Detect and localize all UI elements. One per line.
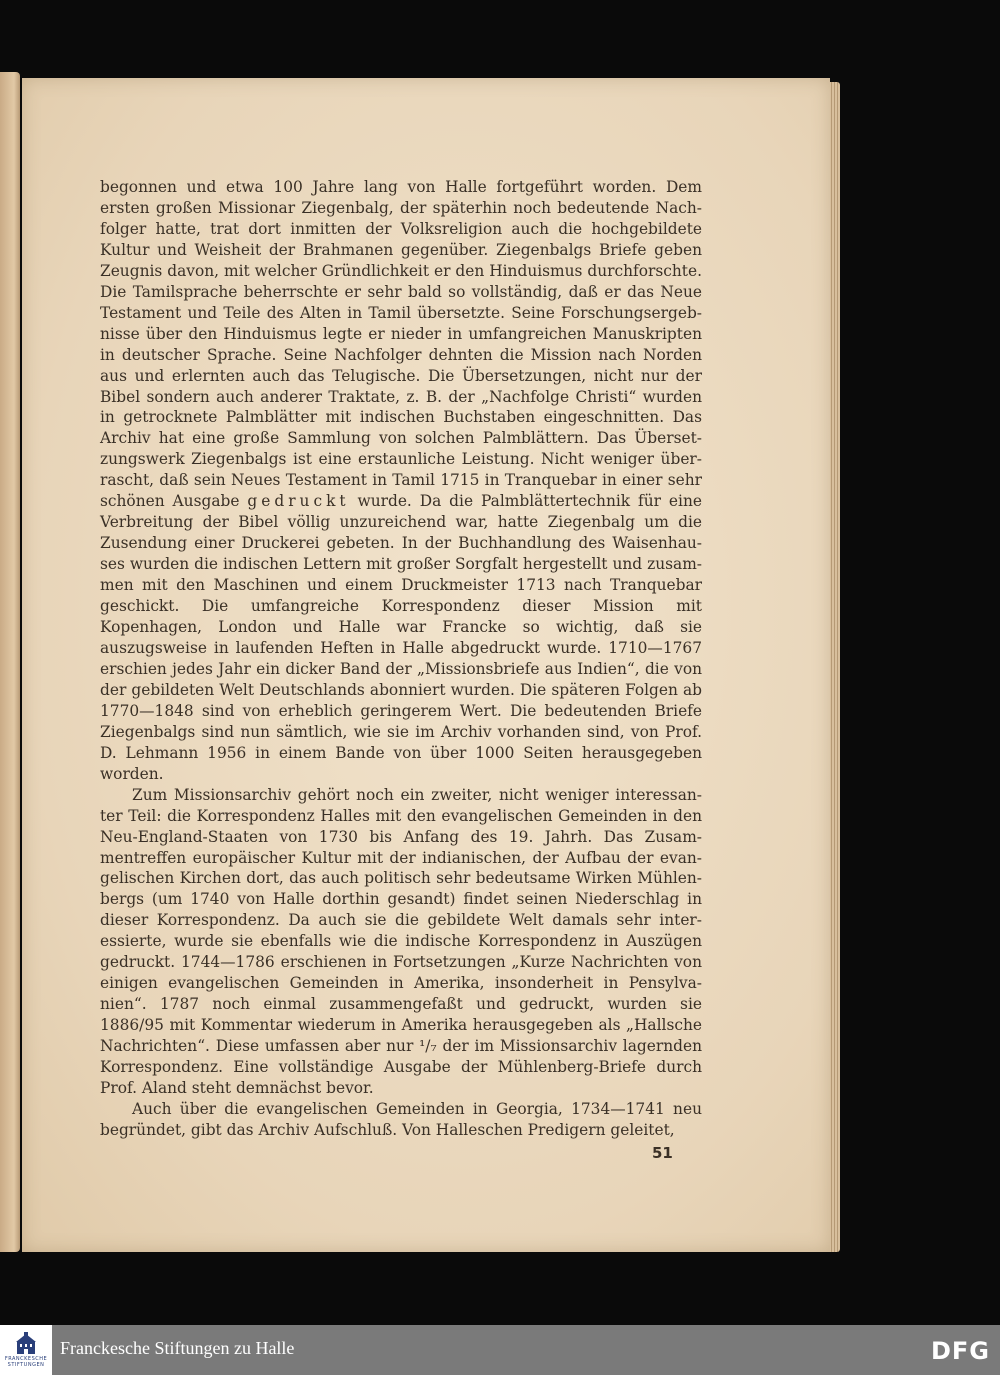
dfg-logo[interactable]: DFG: [930, 1337, 990, 1365]
page-number: 51: [652, 1144, 673, 1162]
paragraph-1: begonnen und etwa 100 Jahre lang von Halle fortgeführt worden. Dem ersten großen Missionar Ziegenbalg, der späterhin noch bedeutende Nachfolger hatte, trat dort inmitten der Volksreligion auch die hochgebildete Kultur und Weisheit der Brahmanen gegenüber. Ziegenbalgs Briefe geben Zeugnis davon, mit welcher Gründlichkeit er den Hinduismus durchforschte. Die Tamilsprache beherrschte er sehr bald so vollständig, daß er das Neue Testament und Teile des Alten in Tamil übersetzte. Seine Forschungsergebnisse über den Hinduismus legte er nieder in umfangreichen Manuskripten in deutscher Sprache. Seine Nachfolger dehnten die Mission nach Norden aus und erlernten auch das Telugische. Die Übersetzungen, nicht nur der Bibel sondern auch anderer Traktate, z. B. der „Nachfolge Christi“ wurden in getrocknete Palmblätter mit indischen Buchstaben eingeschnitten. Das Archiv hat eine große Sammlung von solchen Palmblättern. Das Übersetzungswerk Ziegenbalgs ist eine erstaunliche Leistung. Nicht weniger überrascht, daß sein Neues Testament in Tamil 1715 in Tranquebar in einer sehr schönen Ausgabe gedruckt wurde. Da die Palmblättertechnik für eine Verbreitung der Bibel völlig unzureichend war, hatte Ziegenbalg um die Zusendung einer Druckerei gebeten. In der Buchhandlung des Waisenhauses wurden die indischen Lettern mit großer Sorgfalt hergestellt und zusammen mit den Maschinen und einem Druckmeister 1713 nach Tranquebar geschickt. Die umfangreiche Korrespondenz dieser Mission mit Kopenhagen, London und Halle war Francke so wichtig, daß sie auszugsweise in laufenden Heften in Halle abgedruckt wurde. 1710—1767 erschien jedes Jahr ein dicker Band der „Missionsbriefe aus Indien“, die von der gebildeten Welt Deutschlands abonniert wurden. Die späteren Folgen ab 1770—1848 sind von erheblich geringerem Wert. Die bedeutenden Briefe Ziegenbalgs sind nun sämtlich, wie sie im Archiv vorhanden sind, von Prof. D. Lehmann 1956 in einem Bande von über 1000 Seiten herausgegeben worden.: [100, 178, 702, 783]
building-icon: [15, 1332, 37, 1356]
logo-text-2: STIFTUNGEN: [7, 1362, 45, 1368]
franckesche-logo[interactable]: [0, 1325, 52, 1375]
viewer-footer: [0, 1325, 1000, 1375]
paragraph-3: Auch über die evangelischen Gemeinden in Georgia, 1734—1741 neu begründet, gibt das Archiv Aufschluß. Von Halleschen Predigern geleitet,: [100, 1099, 702, 1139]
paragraph-2: Zum Missionsarchiv gehört noch ein zweiter, nicht weniger interessanter Teil: die Korrespondenz Halles mit den evangelischen Gemeinden in den Neu-England-Staaten von 1730 bis Anfang des 19. Jahrh. Das Zusammentreffen europäischer Kultur mit der indianischen, der Aufbau der evangelischen Kirchen dort, das auch politisch sehr bedeutsame Wirken Mühlenbergs (um 1740 von Halle dorthin gesandt) findet seinen Niederschlag in dieser Korrespondenz. Da auch sie die gebildete Welt damals sehr interessierte, wurde sie ebenfalls wie die indische Korrespondenz in Auszügen gedruckt. 1744—1786 erschienen in Fortsetzungen „Kurze Nachrichten von einigen evangelischen Gemeinden in Amerika, insonderheit in Pensylvanien“. 1787 noch einmal zusammengefaßt und gedruckt, wurden sie 1886/95 mit Kommentar wiederum in Amerika herausgegeben als „Hallsche Nachrichten“. Diese umfassen aber nur ¹/₇ der im Missionsarchiv lagernden Korrespondenz. Eine vollständige Ausgabe der Mühlenberg-Briefe durch Prof. Aland steht demnächst bevor.: [100, 785, 702, 1097]
body-text: [100, 177, 702, 1141]
left-page-edge: [0, 72, 20, 1252]
spaced-word: gedruckt: [247, 492, 350, 511]
logo-text-1: FRANCKESCHE: [4, 1356, 48, 1362]
footer-title: Franckesche Stiftungen zu Halle: [60, 1338, 295, 1358]
fraction: ¹/₇: [419, 1037, 437, 1056]
